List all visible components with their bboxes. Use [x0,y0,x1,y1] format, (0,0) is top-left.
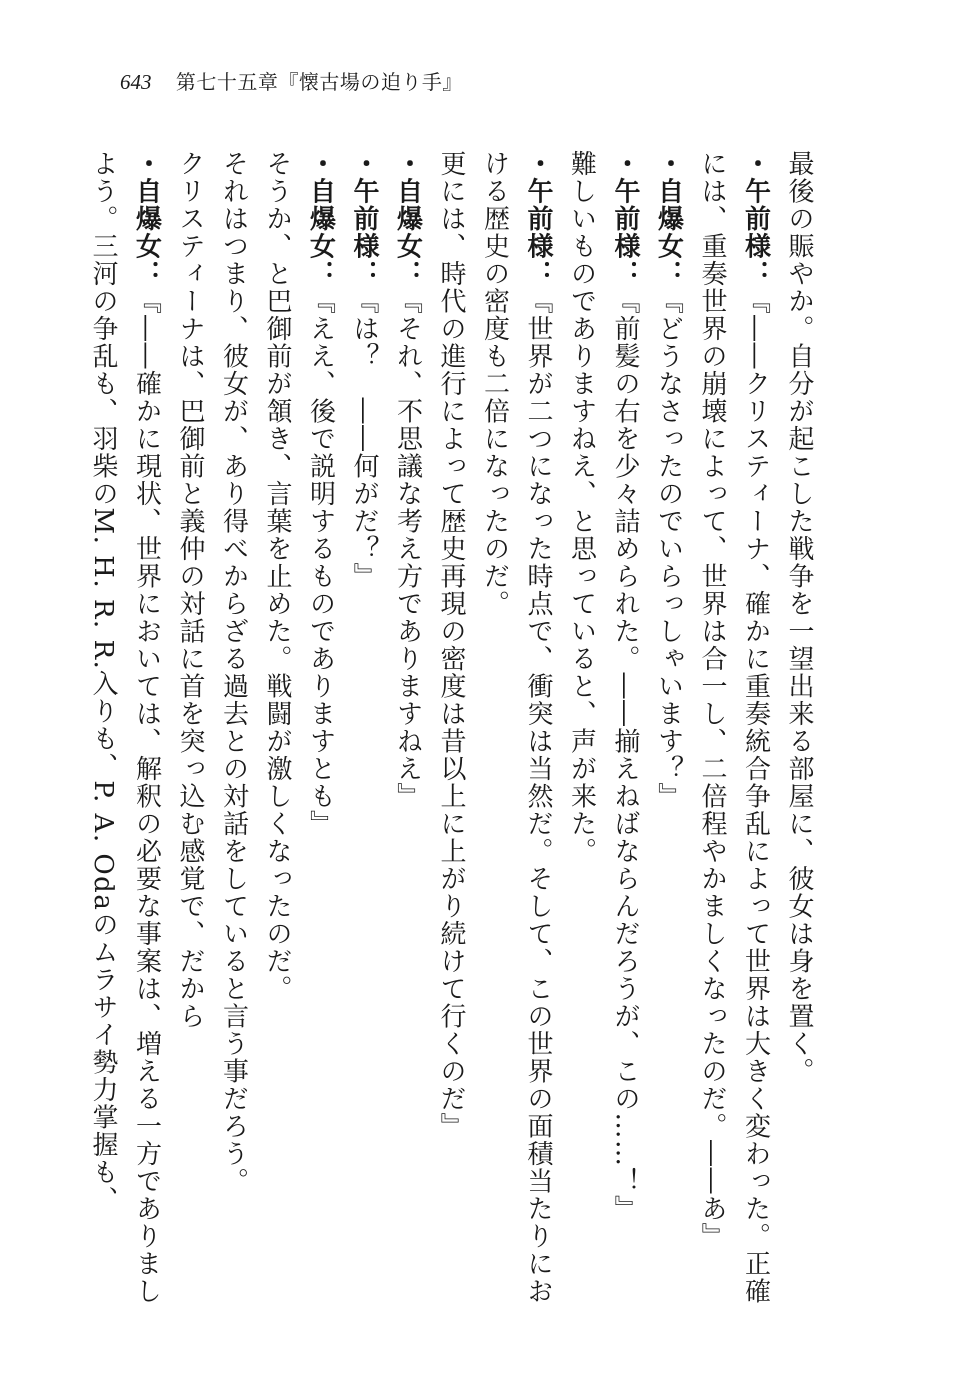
speaker-name: 午前様： [740,177,771,288]
text-line [81,150,125,1300]
bullet: ・ [523,150,553,178]
text-line [168,150,212,1300]
page-number: 643 [120,70,152,94]
text-line [124,150,168,1305]
bullet: ・ [305,150,336,178]
text-line [211,150,255,1300]
speaker-name: 自爆女： [392,177,423,288]
text-line [342,150,386,1300]
line-text: 『は？ ――何がだ？』 [349,287,379,590]
line-text: 『それ、不思議な考え方でありますねえ』 [392,287,423,810]
line-text: クリスティーナは、巴御前と義仲の対話に首を突っ込む感覚で、だから [175,150,205,1030]
text-line [733,150,777,1305]
chapter-title: 第七十五章『懐古場の迫り手』 [175,70,463,94]
line-text: 『――クリスティーナ、確かに重奏統合争乱によって世界は大きく変わった。正確 [740,287,771,1305]
text-line [385,150,429,1300]
bullet: ・ [610,150,640,178]
line-text: よう。三河の争乱も、羽柴のM. H. R. R.入りも、P. A. Odaのムラサイ勢力掌握も、 [88,150,118,1214]
text-line [516,150,560,1305]
line-text: 更には、時代の進行によって歴史再現の密度は昔以上に上がり続けて行くのだ』 [436,150,466,1140]
line-text: それはつまり、彼女が、あり得べからざる過去との対話をしていると言う事だろう。 [218,150,249,1195]
bullet: ・ [740,150,771,178]
line-text: 『ええ、後で説明するものでありますとも』 [305,287,336,838]
line-text: には、重奏世界の崩壊によって、世界は合一し、二倍程やかましくなったのだ。――あ』 [697,150,727,1250]
speaker-name: 午前様： [349,177,379,288]
speaker-name: 自爆女： [653,177,684,288]
bullet: ・ [349,150,379,178]
line-text: 『――確かに現状、世界においては、解釈の必要な事案は、増える一方でありまし [131,287,162,1305]
line-text: 『世界が二つになった時点で、衝突は当然だ。そして、この世界の面積当たりにお [523,287,553,1305]
line-text: ける歴史の密度も二倍になったのだ。 [479,150,510,618]
page-header [120,70,463,94]
line-text: 『どうなさったのでいらっしゃいます？』 [653,287,684,810]
bullet: ・ [392,150,423,178]
bullet: ・ [131,150,162,178]
line-text: そうか、と巴御前が頷き、言葉を止めた。戦闘が激しくなったのだ。 [262,150,292,1003]
speaker-name: 午前様： [523,177,553,288]
text-line [603,150,647,1300]
text-line [777,150,821,1300]
vertical-text-body [88,150,820,1305]
text-line [690,150,734,1300]
text-line [472,150,516,1300]
line-text: 難しいものでありますねえ、と思っていると、声が来た。 [566,150,597,865]
text-line [646,150,690,1300]
speaker-name: 午前様： [610,177,640,288]
bullet: ・ [653,150,684,178]
text-line [559,150,603,1300]
speaker-name: 自爆女： [305,177,336,288]
text-line [255,150,299,1300]
speaker-name: 自爆女： [131,177,162,288]
line-text: 最後の賑やか。自分が起こした戦争を一望出来る部屋に、彼女は身を置く。 [784,150,814,1085]
text-line [298,150,342,1300]
text-line [429,150,473,1300]
line-text: 『前髪の右を少々詰められた。――揃えねばならんだろうが、この……！』 [610,287,640,1223]
